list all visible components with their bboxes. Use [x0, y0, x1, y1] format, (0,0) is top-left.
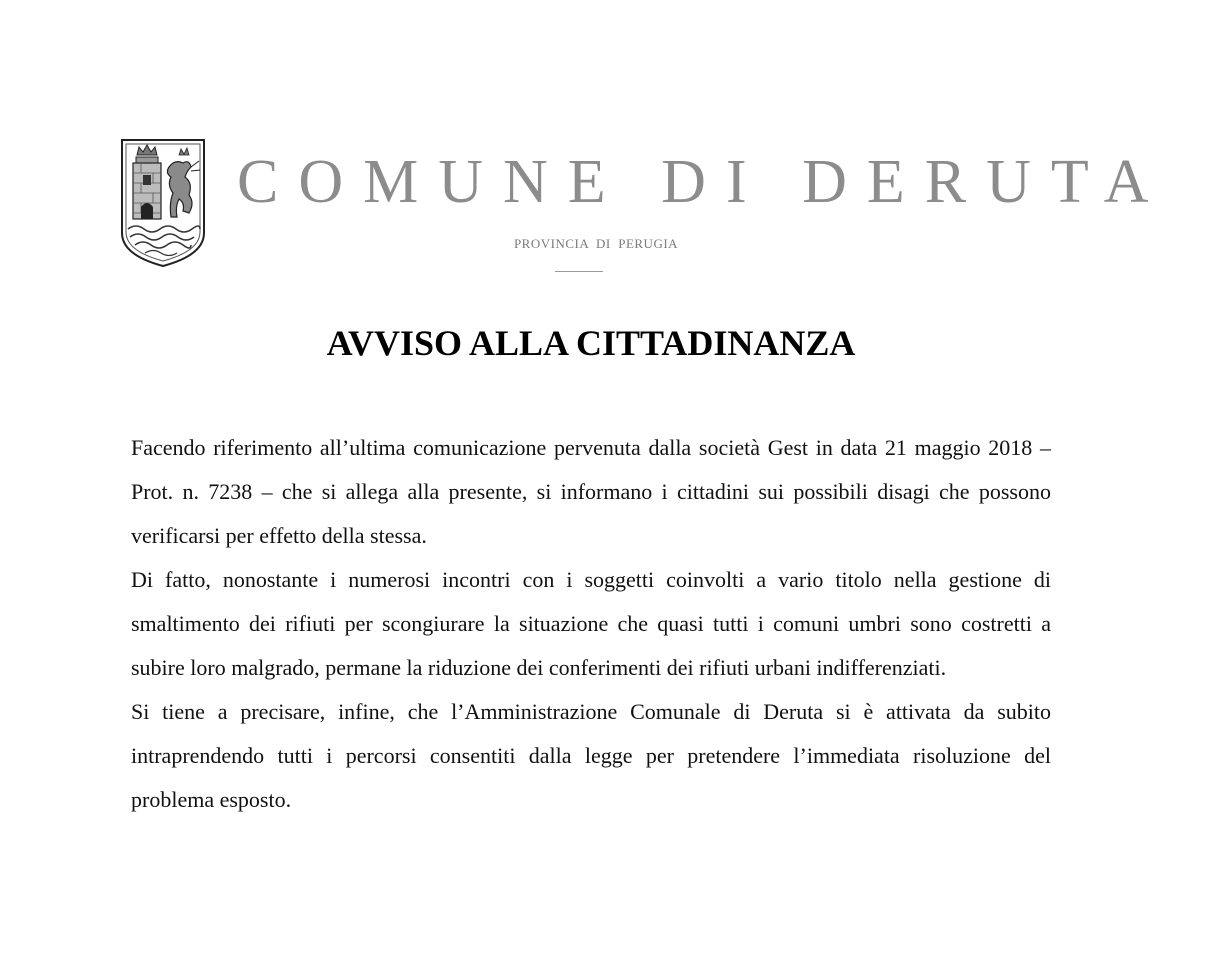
notice-title: AVVISO ALLA CITTADINANZA	[326, 323, 856, 363]
notice-paragraph: Facendo riferimento all’ultima comunicazione pervenuta dalla società Gest in data 21 maggio 2018 – Prot. n. 7238 – che si allega alla presente, si informano i cittadini sui possibili disagi che possono verificarsi per effetto della stessa.	[131, 435, 1051, 548]
coat-of-arms-icon	[119, 137, 207, 268]
notice-paragraph: Si tiene a precisare, infine, che l’Amministrazione Comunale di Deruta si è attivata da subito intraprendendo tutti i percorsi consentiti dalla legge per pretendere l’immediata risoluzione del problema esposto.	[131, 699, 1051, 812]
notice-body	[131, 426, 1051, 822]
province-label: PROVINCIA DI PERUGIA	[513, 236, 679, 251]
notice-paragraph: Di fatto, nonostante i numerosi incontri con i soggetti coinvolti a vario titolo nella gestione di smaltimento dei rifiuti per scongiurare la situazione che quasi tutti i comuni umbri sono costretti a subire loro malgrado, permane la riduzione dei conferimenti dei rifiuti urbani indifferenziati.	[131, 567, 1051, 680]
municipality-name: COMUNE DI DERUTA	[237, 148, 1169, 216]
header-divider	[555, 271, 603, 272]
